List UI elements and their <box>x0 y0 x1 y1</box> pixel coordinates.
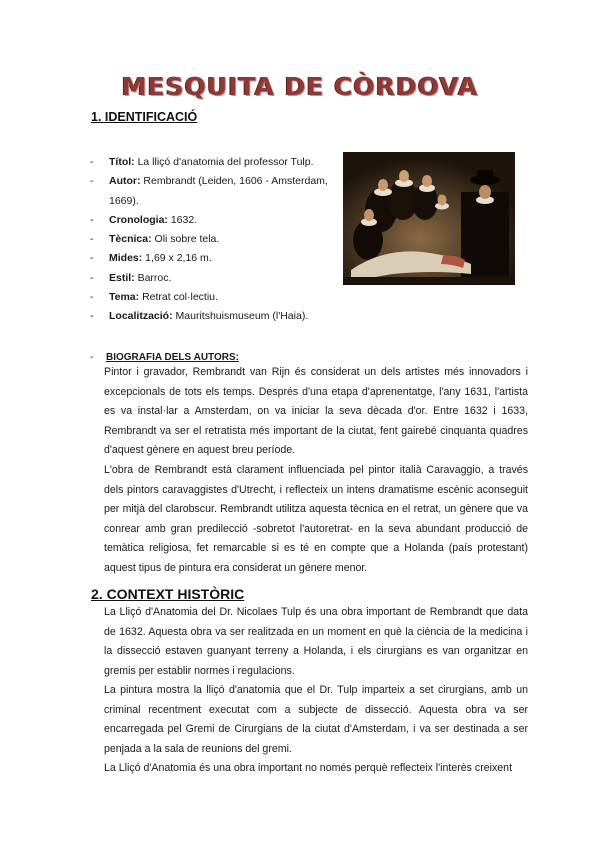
list-item: - Localització: Mauritshuismuseum (l'Haia). <box>90 310 309 323</box>
section-identificacio-heading: 1. IDENTIFICACIÓ <box>91 110 198 124</box>
context-paragraph-3: La Lliçó d'Anatomia és una obra important no només perquè reflecteix l'interès creixent <box>104 762 513 774</box>
biography-heading: - BIOGRAFIA DELS AUTORS: <box>90 352 239 363</box>
anatomy-lesson-painting <box>343 152 515 285</box>
biography-paragraph-1: Pintor i gravador, Rembrandt van Rijn és considerat un dels artistes més innovadors i excepcionals de tots els temps. Després d'una etapa d'aprenentatge, l'any 1631, l'artista es va instal·lar a Amsterdam, on va iniciar la seva dècada d'or. Entre 1632 i 1633, Rembrandt va ser el retratista més important de la ciutat, fent gairebé cinquanta quadres d'aquest gènere en aquest breu període. <box>104 366 528 456</box>
list-item: - Mides: 1,69 x 2,16 m. <box>90 252 212 265</box>
context-paragraph-2: La pintura mostra la lliçó d'anatomia que el Dr. Tulp imparteix a set cirurgians, amb un criminal recentment executat com a subjecte de dissecció. Aquesta obra va ser encarregada pel Gremi de Cirurgians de la ciutat d'Amsterdam, i va ser destinada a ser penjada a la sala de reunions del gremi. <box>104 684 528 755</box>
list-item: - Estil: Barroc. <box>90 271 172 284</box>
list-item: - Títol: La lliçó d'anatomia del professor Tulp. <box>90 156 314 168</box>
biography-paragraph-2: L'obra de Rembrandt està clarament influenciada pel pintor italià Caravaggio, a través dels pintors caravaggistes d'Utrecht, i reflecteix un intens dramatisme escènic aconseguit per mitjà del clarobscur. Rembrandt utilitza aquesta tècnica en el retrat, un gènere que va conrear amb gran predilecció -sobretot l'autoretrat- en la seva abundant producció de temàtica religiosa, fet remarcable si es té en compte que a Holanda (país protestant) aquest tipus de pintura era considerat un gènere menor. <box>104 464 528 574</box>
section-context-heading: 2. CONTEXT HISTÒRIC <box>91 586 245 602</box>
list-item: - Autor: Rembrandt (Leiden, 1606 - Amsterdam, 1669). <box>90 175 328 207</box>
identification-list <box>90 153 335 327</box>
document-title: MESQUITA DE CÒRDOVA <box>121 72 479 101</box>
list-item: - Cronologia: 1632. <box>90 213 198 226</box>
context-paragraph-1: La Lliçó d'Anatomia del Dr. Nicolaes Tulp és una obra important de Rembrandt que data de 1632. Aquesta obra va ser realitzada en un moment en què la ciència de la medicina i la dissecció estaven guanyant terreny a Holanda, i els cirurgians es van organitzar en gremis per establir normes i regulacions. <box>104 606 528 677</box>
list-item: - Tema: Retrat col·lectiu. <box>90 291 218 304</box>
list-item: - Tècnica: Oli sobre tela. <box>90 233 220 246</box>
